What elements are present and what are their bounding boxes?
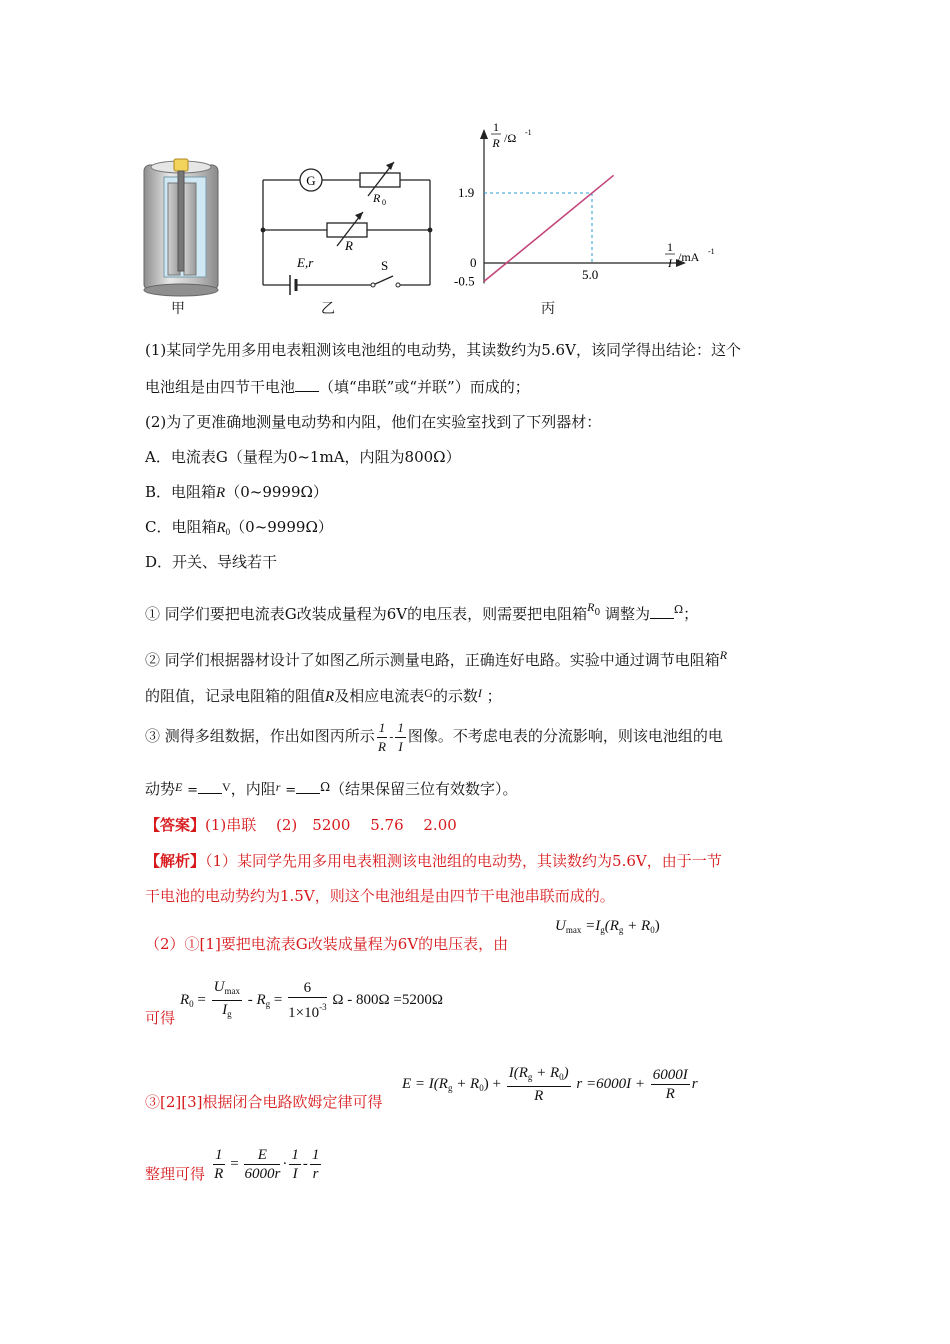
- r0-label: R: [373, 191, 381, 205]
- eq4-one3: 1: [311, 1147, 320, 1163]
- step3-e: E: [175, 780, 183, 794]
- step3-r: r: [275, 780, 281, 794]
- step1-blank: [650, 604, 674, 619]
- step2-text-a: ② 同学们根据器材设计了如图乙所示测量电路，正确连好电路。实验中通过调节电阻箱: [145, 651, 720, 669]
- step3-v: V: [222, 780, 231, 794]
- x-label-unit: /mA: [678, 250, 700, 264]
- eq1-max: max: [565, 925, 582, 935]
- equation-2: [180, 978, 443, 1023]
- step2-text-d: 的示数: [432, 687, 478, 705]
- y-label-den: R: [492, 136, 500, 150]
- step1-text: ① 同学们要把电流表G改装成量程为6V的电压表，则需要把电阻箱: [145, 605, 588, 623]
- step3-line-b: [145, 777, 518, 801]
- eq4-one: 1: [215, 1147, 223, 1163]
- frac-den: I: [398, 738, 403, 754]
- eq3-num-b: 6000I: [652, 1067, 688, 1083]
- eq2-r: R: [180, 991, 190, 1008]
- eq3-lhs: E = I(R: [402, 1075, 448, 1092]
- eq3-r2: r: [691, 1075, 698, 1092]
- eq2-eq2: =: [273, 991, 283, 1008]
- analysis-line-e: [145, 1092, 383, 1112]
- step2-text-c: 及相应电流表: [334, 687, 425, 705]
- y-label-unit-sup: -1: [525, 128, 532, 137]
- analysis-tag: 【解析】: [145, 852, 206, 870]
- eq1-g2: g: [618, 925, 624, 935]
- step1-adjust: 调整为: [605, 605, 651, 623]
- eq4-e: E: [244, 1146, 280, 1165]
- eq3-plus: + R: [456, 1075, 480, 1092]
- y-tick-0: 0: [470, 255, 477, 270]
- eq3-g: g: [447, 1082, 453, 1093]
- r-label: R: [345, 238, 353, 253]
- equation-1: [555, 918, 660, 935]
- eq2-0: 0: [189, 998, 194, 1009]
- step3-eq2: =: [285, 783, 297, 798]
- step2-var2: R: [325, 689, 335, 705]
- step3-blank-r: [296, 779, 320, 794]
- eq3-num2: + R: [536, 1065, 560, 1081]
- eq2-eq: =: [197, 991, 206, 1008]
- eq3-r: r =6000I +: [576, 1075, 645, 1092]
- eq4-rr: r: [312, 1166, 319, 1182]
- analysis-text-d: 可得: [145, 1009, 176, 1027]
- step1-line: [145, 597, 698, 624]
- eq4-minus: -: [302, 1155, 308, 1172]
- eq3-num-0: 0: [559, 1072, 564, 1082]
- option-b-var: R: [216, 485, 226, 501]
- step2-text-b: 的阻值，记录电阻箱的阻值: [145, 687, 326, 705]
- analysis-line-a: [145, 851, 722, 871]
- step3-blank-e: [198, 779, 222, 794]
- q1-blank: [295, 377, 319, 392]
- switch-label: S: [381, 258, 389, 273]
- step2-var: R: [719, 648, 728, 662]
- analysis-text-e: ③[2][3]根据闭合电路欧姆定律可得: [145, 1093, 383, 1111]
- equation-4: [211, 1146, 323, 1183]
- step2-end: ；: [486, 687, 502, 705]
- battery-figure: [138, 155, 233, 300]
- option-c-sub: 0: [225, 527, 231, 537]
- data-line: [484, 175, 614, 281]
- eq1-u: U: [555, 918, 566, 934]
- caption-bing: 丙: [541, 301, 555, 317]
- eq3-den: R: [534, 1088, 544, 1104]
- eq1-close: ): [654, 918, 660, 934]
- x-label-unit-sup: -1: [708, 247, 715, 256]
- eq2-g2: g: [265, 998, 271, 1009]
- answer-line: [145, 815, 457, 835]
- step2-line-b: [145, 683, 502, 707]
- equation-3: [402, 1064, 698, 1105]
- option-b-range: （0~9999Ω）: [225, 483, 328, 501]
- step1-var: R: [587, 600, 595, 614]
- eq2-den: 1×10: [288, 1005, 320, 1021]
- q2-line: [145, 412, 601, 432]
- option-d-text: D．开关、导线若干: [145, 553, 278, 571]
- step3-text-d: ，内阻: [230, 780, 276, 798]
- eq2-minus: - R: [247, 991, 266, 1008]
- step3-text-c: 动势: [145, 780, 176, 798]
- option-c-range: （0~9999Ω）: [230, 518, 333, 536]
- option-c-text: C．电阻箱: [145, 518, 217, 536]
- chart-figure: [450, 115, 730, 305]
- analysis-text-c: （2）①[1]要把电流表G改装成量程为6V的电压表，由: [145, 935, 509, 953]
- eq4-one2: 1: [291, 1147, 299, 1163]
- option-b: [145, 482, 328, 503]
- q1-text-b: 电池组是由四节干电池: [145, 378, 296, 396]
- galvanometer-label: G: [306, 173, 316, 188]
- emf-label: E,r: [297, 255, 314, 270]
- x-tick-5.0: 5.0: [582, 267, 599, 282]
- step1-unit: Ω: [674, 603, 684, 616]
- answer-body: (1)串联 (2) 5200 5.76 2.00: [205, 816, 457, 834]
- y-axis-arrow: [480, 129, 488, 139]
- eq4-i: I: [292, 1166, 298, 1182]
- eq1-par: (R: [604, 918, 619, 934]
- eq2-frac-b: [288, 979, 326, 1022]
- y-tick-neg0.5: -0.5: [454, 273, 475, 289]
- answer-tag: 【答案】: [145, 816, 206, 834]
- eq1-0: 0: [650, 925, 655, 935]
- eq2-ig: I: [222, 1002, 228, 1018]
- step3-text-a: ③ 测得多组数据，作出如图丙所示: [145, 727, 375, 745]
- eq1-i: =I: [585, 918, 601, 934]
- r0-sub-label: 0: [382, 198, 386, 207]
- analysis-text-a: （1）某同学先用多用电表粗测该电池组的电动势，其读数约为5.6V，由于一节: [205, 852, 722, 870]
- eq3-frac-b: [651, 1066, 690, 1103]
- option-a-text: A．电流表G（量程为0~1mA，内阻为800Ω）: [145, 448, 461, 466]
- y-label-num: 1: [493, 120, 499, 134]
- circuit-figure: [255, 160, 440, 295]
- eq4-frac-lhs: [213, 1146, 225, 1183]
- y-tick-1.9: 1.9: [458, 185, 475, 200]
- step3-frac-r: [377, 719, 388, 756]
- q2-text: (2)为了更准确地测量电动势和内阻，他们在实验室找到了下列器材：: [145, 413, 602, 431]
- eq3-frac-a: [507, 1064, 571, 1105]
- q1-line-b: [145, 377, 530, 397]
- eq2-max: max: [224, 986, 240, 996]
- eq2-frac-a: [212, 978, 242, 1023]
- option-c-var: R: [216, 520, 226, 536]
- eq4-r: R: [214, 1166, 224, 1182]
- analysis-line-b: [145, 886, 615, 906]
- step1-sub: 0: [594, 608, 601, 618]
- eq2-g: g: [227, 1009, 232, 1019]
- eq4-dot: ·: [282, 1155, 288, 1172]
- frac-den: R: [378, 738, 386, 754]
- step3-unit: Ω: [320, 780, 331, 794]
- eq3-num3: ): [563, 1065, 569, 1081]
- eq3-num-g: g: [527, 1072, 533, 1082]
- analysis-line-d: [145, 1008, 175, 1028]
- eq3-den-b: R: [665, 1086, 675, 1102]
- eq2-exp: -3: [319, 1002, 327, 1012]
- step2-g: G: [424, 686, 433, 700]
- minus-sign: -: [389, 730, 394, 744]
- x-label-den: I: [668, 256, 672, 270]
- option-b-text: B．电阻箱: [145, 483, 217, 501]
- caption-yi: 乙: [321, 301, 335, 317]
- frac-num: 1: [395, 719, 406, 738]
- eq1-plus: + R: [627, 918, 651, 934]
- analysis-text-b: 干电池的电动势约为1.5V，则这个电池组是由四节干电池串联而成的。: [145, 887, 615, 905]
- eq2-six: 6: [288, 979, 326, 998]
- y-label-unit: /Ω: [504, 131, 517, 145]
- option-d: [145, 552, 277, 572]
- eq3-close: ) +: [483, 1075, 501, 1092]
- step3-text-b: 图像。不考虑电表的分流影响，则该电池组的电: [407, 727, 723, 745]
- q1-text-c: （填“串联”或“并联”）而成的；: [319, 378, 530, 396]
- analysis-line-c: [145, 934, 508, 954]
- analysis-line-f: [145, 1164, 205, 1184]
- step3-text-e: （结果保留三位有效数字）。: [330, 780, 518, 798]
- analysis-text-f: 整理可得: [145, 1165, 206, 1183]
- eq2-tail: Ω - 800Ω =5200Ω: [332, 991, 443, 1008]
- eq4-frac-r: [310, 1146, 322, 1183]
- step3-eq: =: [187, 783, 199, 798]
- eq3-num: I(R: [508, 1065, 528, 1081]
- option-a: [145, 447, 461, 467]
- step1-end: ；: [683, 605, 699, 623]
- eq4-den: 6000r: [244, 1166, 281, 1182]
- eq3-0: 0: [479, 1082, 484, 1093]
- eq4-frac-e: [244, 1146, 280, 1183]
- step2-line-a: [145, 645, 727, 670]
- caption-jia: 甲: [171, 301, 185, 317]
- eq4-eq: =: [230, 1155, 239, 1172]
- eq4-frac-i: [289, 1146, 301, 1183]
- step2-i: I: [477, 686, 482, 700]
- step3-line-a: [145, 716, 723, 757]
- step3-frac-i: [395, 719, 406, 756]
- frac-num: 1: [377, 719, 388, 738]
- option-c: [145, 517, 333, 542]
- eq2-u: U: [213, 979, 225, 995]
- eq1-g: g: [600, 925, 605, 935]
- q1-text-a: (1)某同学先用多用电表粗测该电池组的电动势，其读数约为5.6V，该同学得出结论：这个: [145, 341, 741, 359]
- x-label-num: 1: [667, 240, 673, 254]
- q1-line-a: [145, 340, 741, 360]
